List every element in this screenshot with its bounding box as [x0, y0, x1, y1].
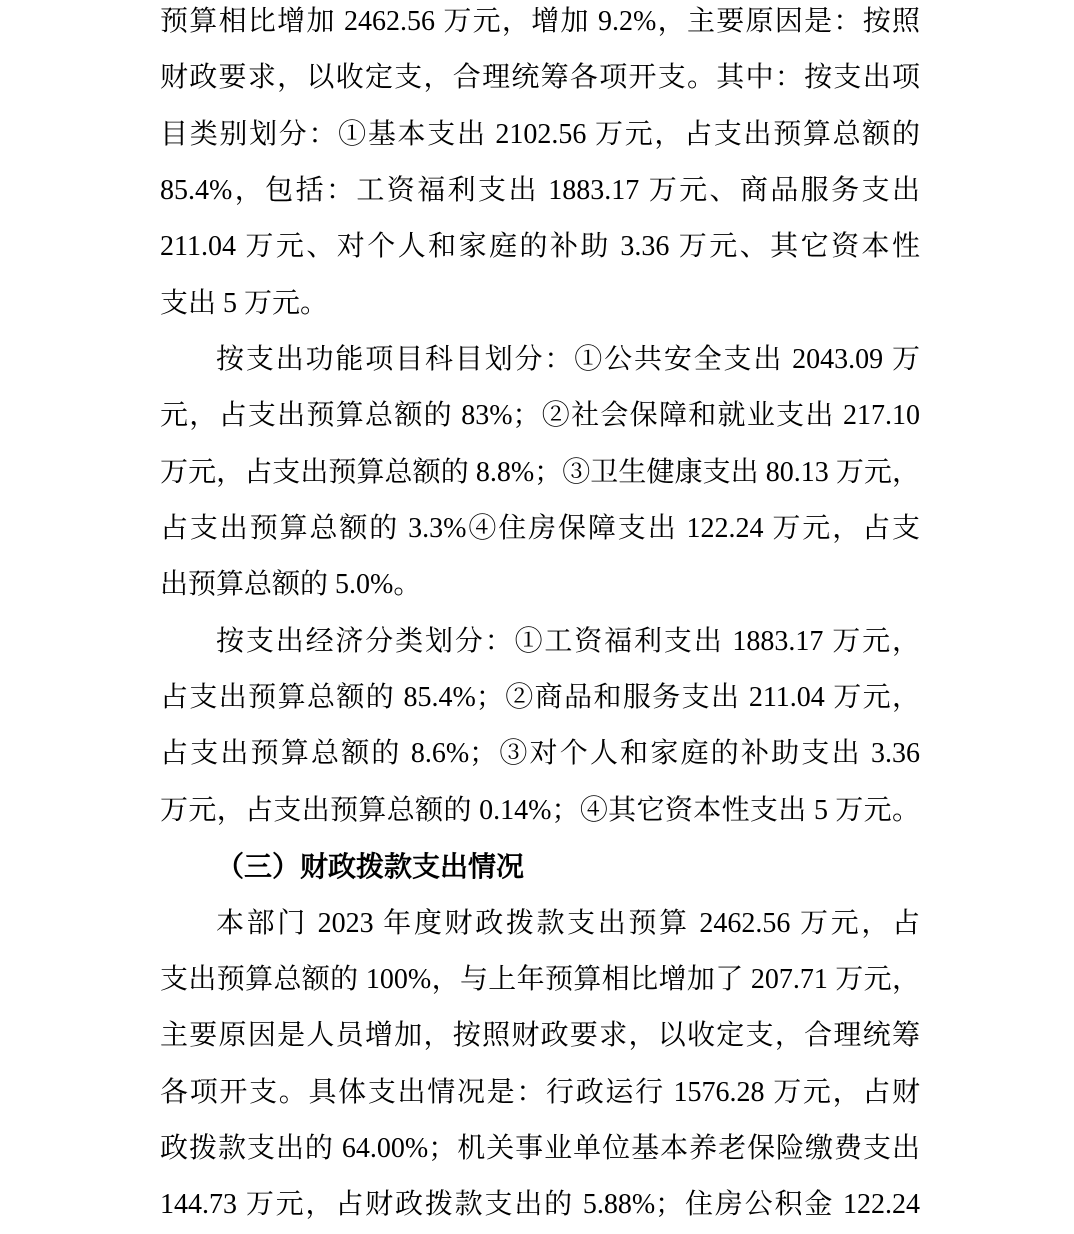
document-line: 支出 5 万元。 — [160, 287, 329, 319]
document-line: 财政要求，以收定支，合理统筹各项开支。其中：按支出项 — [160, 62, 920, 94]
document-line: 出预算总额的 5.0%。 — [160, 569, 422, 601]
document-line: 占支出预算总额的 3.3%④住房保障支出 122.24 万元，占支 — [160, 513, 920, 545]
document-line: 主要原因是人员增加，按照财政要求，以收定支，合理统筹 — [160, 1020, 920, 1052]
document-line: 占支出预算总额的 8.6%；③对个人和家庭的补助支出 3.36 — [160, 738, 920, 770]
section-heading: （三）财政拨款支出情况 — [216, 851, 525, 883]
document-line: 预算相比增加 2462.56 万元，增加 9.2%，主要原因是：按照 — [160, 6, 920, 37]
document-line: 目类别划分：①基本支出 2102.56 万元，占支出预算总额的 — [160, 118, 920, 150]
document-line: 万元，占支出预算总额的 0.14%；④其它资本性支出 5 万元。 — [160, 794, 920, 826]
document-line: 本部门 2023 年度财政拨款支出预算 2462.56 万元，占 — [216, 907, 920, 939]
document-line: 211.04 万元、对个人和家庭的补助 3.36 万元、其它资本性 — [160, 231, 920, 263]
document-line: 各项开支。具体支出情况是：行政运行 1576.28 万元，占财 — [160, 1076, 920, 1108]
document-line: 占支出预算总额的 85.4%；②商品和服务支出 211.04 万元， — [160, 682, 920, 714]
document-line: 元，占支出预算总额的 83%；②社会保障和就业支出 217.10 — [160, 400, 920, 432]
document-line: 按支出功能项目科目划分：①公共安全支出 2043.09 万 — [216, 344, 920, 376]
document-line: 支出预算总额的 100%，与上年预算相比增加了 207.71 万元， — [160, 963, 920, 995]
document-line: 按支出经济分类划分：①工资福利支出 1883.17 万元， — [216, 625, 920, 657]
document-line: 85.4%，包括：工资福利支出 1883.17 万元、商品服务支出 — [160, 175, 920, 207]
document-line: 144.73 万元，占财政拨款支出的 5.88%；住房公积金 122.24 — [160, 1189, 920, 1221]
document-line: 万元，占支出预算总额的 8.8%；③卫生健康支出 80.13 万元， — [160, 456, 920, 488]
document-line: 政拨款支出的 64.00%；机关事业单位基本养老保险缴费支出 — [160, 1132, 920, 1164]
